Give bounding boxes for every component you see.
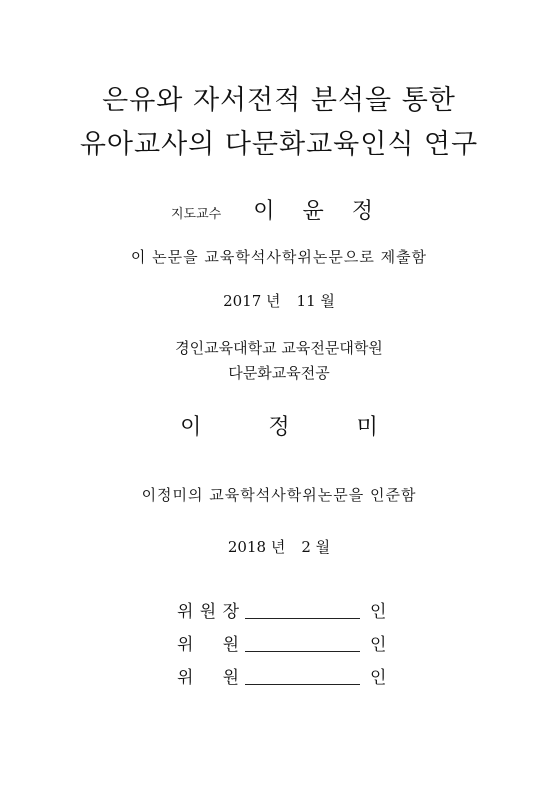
committee-role-char: 원 (199, 602, 217, 622)
committee-role-char: 위 (177, 602, 194, 622)
submission-statement: 이 논문을 교육학석사학위논문으로 제출함 (130, 248, 428, 266)
author-name-char: 이 (180, 415, 202, 440)
author-name-char: 정 (268, 415, 290, 440)
submission-date (0, 290, 558, 311)
certification-statement: 이정미의 교육학석사학위논문을 인준함 (141, 486, 417, 504)
certification-date-year: 2018 년 (227, 538, 286, 556)
thesis-title-line-2: 유아교사의 다문화교육인식 연구 (79, 129, 479, 160)
seal-mark: 인 (370, 668, 387, 688)
advisor-name-char: 정 (351, 199, 374, 224)
submission-date-year: 2017 년 (223, 292, 281, 310)
committee-role-char: 위 (177, 668, 194, 688)
author-name (0, 410, 558, 441)
committee-role-char: 원 (222, 668, 239, 688)
committee-role-char: 위 (177, 635, 194, 655)
advisor-block (0, 194, 558, 225)
committee-role-char: 장 (222, 602, 239, 622)
signature-line (245, 650, 360, 652)
thesis-title-line-1: 은유와 자서전적 분석을 통한 (102, 85, 456, 116)
advisor-name-char: 윤 (302, 199, 324, 224)
advisor-label: 지도교수 (170, 207, 222, 222)
signature-line (245, 683, 360, 685)
certification-date (0, 536, 558, 557)
signature-line (245, 617, 360, 619)
committee-role-label (177, 597, 239, 622)
submission-date-month: 11 월 (296, 292, 335, 310)
advisor-name-char: 이 (253, 199, 275, 224)
university-name: 경인교육대학교 교육전문대학원 (175, 339, 383, 357)
author-name-char: 미 (356, 415, 378, 440)
seal-mark: 인 (370, 635, 387, 655)
seal-mark: 인 (370, 602, 387, 622)
advisor-name (239, 194, 387, 225)
committee-role-label (177, 663, 239, 688)
committee-role-label (177, 630, 239, 655)
committee-chair-signature-row (177, 598, 386, 622)
committee-member-signature-row (177, 631, 386, 655)
committee-role-char: 원 (222, 635, 239, 655)
committee-member-signature-row (177, 664, 386, 688)
certification-date-month: 2 월 (301, 538, 331, 556)
major-name: 다문화교육전공 (228, 364, 330, 382)
